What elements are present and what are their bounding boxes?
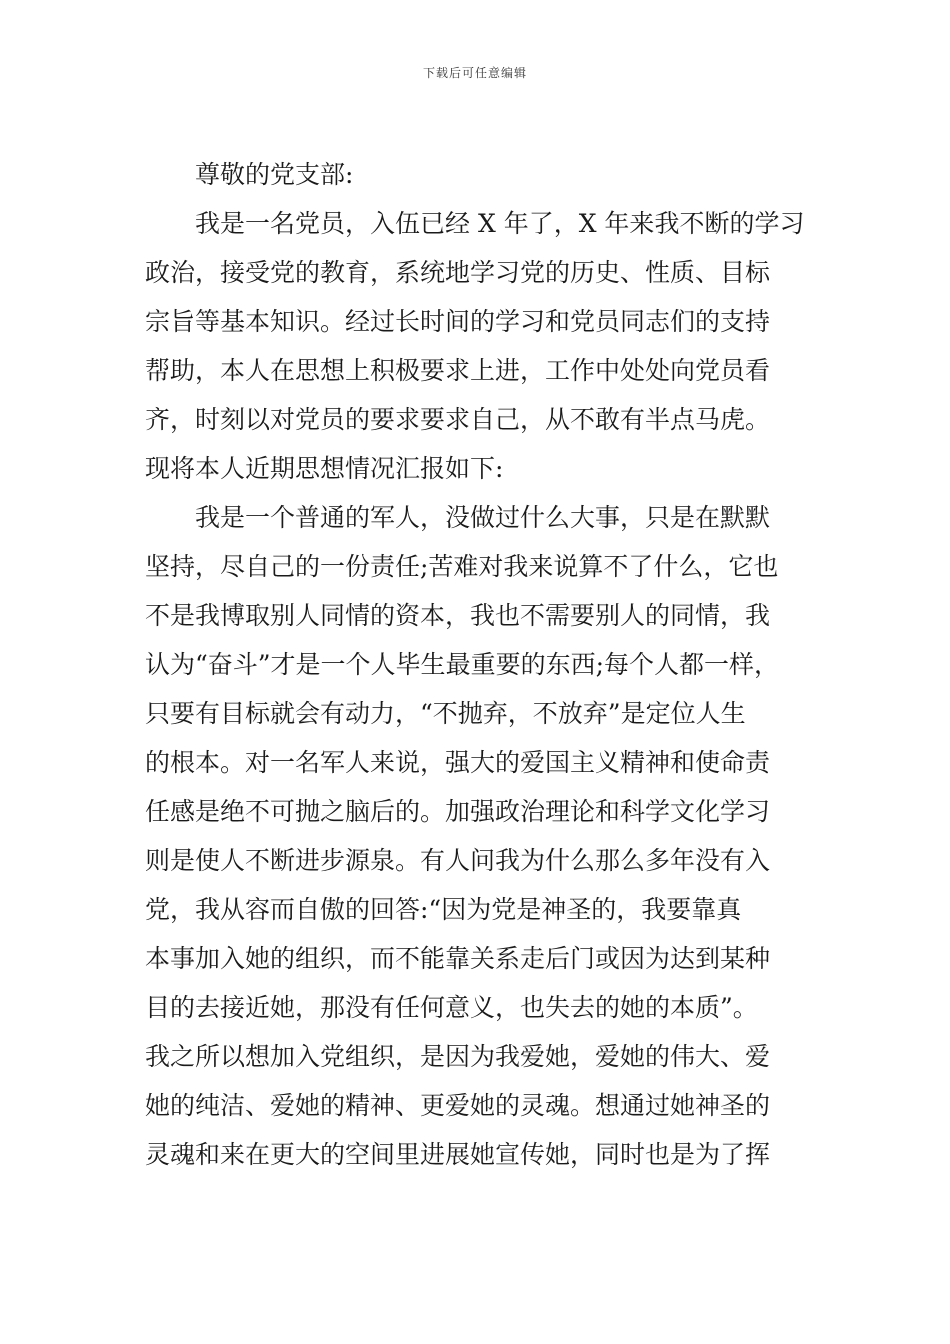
text-line: 坚持，尽自己的一份责任;苦难对我来说算不了什么，它也: [145, 552, 779, 581]
text-line: 我是一名党员，入伍已经 X 年了，X 年来我不断的学习: [195, 209, 805, 238]
text-line: 政治，接受党的教育，系统地学习党的历史、性质、目标: [145, 258, 771, 287]
text-line: 党，我从容而自傲的回答:“因为党是神圣的，我要靠真: [145, 895, 742, 924]
salutation: 尊敬的党支部:: [195, 160, 354, 189]
text-line: 的根本。对一名军人来说，强大的爱国主义精神和使命责: [145, 748, 771, 777]
text-line: 只要有目标就会有动力，“不抛弃，不放弃”是定位人生: [145, 699, 746, 728]
text-line: 认为“奋斗”才是一个人毕生最重要的东西;每个人都一样，: [145, 650, 779, 679]
text-line: 本事加入她的组织，而不能靠关系走后门或因为达到某种: [145, 944, 771, 973]
text-line: 我是一个普通的军人，没做过什么大事，只是在默默: [195, 503, 771, 532]
text-line: 齐，时刻以对党员的要求要求自己，从不敢有半点马虎。: [145, 405, 771, 434]
text-line: 目的去接近她，那没有任何意义，也失去的她的本质”。: [145, 993, 758, 1022]
text-line: 她的纯洁、爱她的精神、更爱她的灵魂。想通过她神圣的: [145, 1091, 771, 1120]
document-body: [145, 150, 810, 1179]
text-line: 灵魂和来在更大的空间里进展她宣传她，同时也是为了挥: [145, 1140, 771, 1169]
page-header: 下载后可任意编辑: [422, 66, 527, 80]
text-line: 现将本人近期思想情况汇报如下:: [145, 454, 504, 483]
text-line: 帮助，本人在思想上积极要求上进，工作中处处向党员看: [145, 356, 771, 385]
text-line: 不是我博取别人同情的资本，我也不需要别人的同情，我: [145, 601, 771, 630]
text-line: 则是使人不断进步源泉。有人问我为什么那么多年没有入: [145, 846, 771, 875]
text-line: 任感是绝不可抛之脑后的。加强政治理论和科学文化学习: [145, 797, 771, 826]
text-line: 宗旨等基本知识。经过长时间的学习和党员同志们的支持: [145, 307, 771, 336]
text-line: 我之所以想加入党组织，是因为我爱她，爱她的伟大、爱: [145, 1042, 771, 1071]
